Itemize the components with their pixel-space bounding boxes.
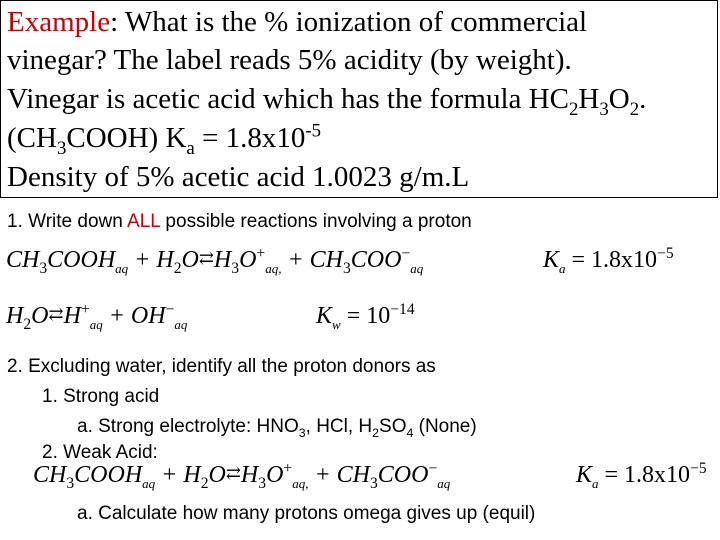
eq-sub: 3: [370, 474, 378, 492]
equation-ka: [543, 246, 674, 274]
step2-strong-electrolyte: [77, 416, 477, 438]
eq-o: O: [239, 247, 257, 273]
ka-exponent: −5: [690, 460, 707, 477]
eq-aq: aq: [437, 475, 451, 491]
electrolyte-end: (None): [413, 416, 477, 437]
equation-weak-acid: [33, 461, 450, 490]
eq-cooh: COOH: [74, 462, 143, 488]
eq-aq: aq: [89, 316, 103, 332]
formula-end: .: [639, 83, 647, 115]
eq-h: H: [240, 462, 259, 488]
example-box: [0, 0, 718, 198]
question-text-1: : What is the % ionization of commercial: [110, 6, 588, 38]
ch-text: (CH: [7, 122, 57, 154]
eq-aq: aq,: [292, 475, 309, 491]
electrolyte-text: a. Strong electrolyte: HNO: [77, 416, 299, 437]
ka-sub: a: [592, 475, 599, 491]
electrolyte-sub: 3: [298, 425, 306, 440]
example-line-1: [7, 6, 587, 38]
equation-ka-2: [576, 461, 707, 489]
eq-o: O: [181, 247, 199, 273]
kw-exponent: −14: [390, 301, 415, 318]
eq-coo: COO: [377, 462, 429, 488]
eq-h: H: [63, 303, 81, 329]
equilibrium-arrow-icon: ⇄: [225, 463, 241, 483]
eq-aq: aq: [174, 316, 188, 332]
equation-water: [6, 302, 187, 331]
ch-sub: 3: [56, 137, 67, 159]
electrolyte-so: SO: [379, 416, 407, 437]
ka-exponent: -5: [305, 120, 322, 142]
step2-heading: 2. Excluding water, identify all the proton donors as: [7, 356, 436, 377]
eq-o: O: [266, 462, 284, 488]
eq-sub: 2: [173, 259, 182, 277]
electrolyte-sub: 2: [372, 425, 380, 440]
example-line-2: vinegar? The label reads 5% acidity (by weight).: [7, 44, 572, 76]
eq-plus-ch: + CH: [281, 247, 343, 273]
eq-o: O: [31, 303, 49, 329]
ka-value: = 1.8x10: [565, 247, 658, 273]
formula-sub: 2: [568, 98, 579, 120]
ka-sub: a: [559, 260, 566, 276]
eq-charge: −: [428, 460, 438, 477]
step1-post: possible reactions involving a proton: [160, 211, 472, 232]
equilibrium-arrow-icon: ⇄: [198, 248, 214, 268]
formula-sub: 3: [599, 98, 609, 120]
ka-value: = 1.8x10: [598, 462, 691, 488]
cooh-text: COOH) K: [66, 122, 187, 154]
eq-sub: 3: [343, 259, 351, 277]
electrolyte-sub: 4: [406, 425, 414, 440]
eq-ch: CH: [6, 247, 40, 273]
eq-oh: + OH: [102, 303, 166, 329]
equation-kw: [316, 302, 415, 330]
eq-aq: aq: [410, 260, 424, 276]
eq-aq: aq,: [265, 260, 282, 276]
ka-k: K: [543, 247, 560, 273]
eq-h: H: [213, 247, 232, 273]
electrolyte-mid: , HCl, H: [305, 416, 373, 437]
formula-h: H: [578, 83, 600, 115]
eq-plus-h: + H: [155, 462, 201, 488]
ka-value: = 1.8x10: [194, 122, 306, 154]
eq-sub: 3: [231, 259, 240, 277]
eq-aq: aq: [142, 475, 156, 491]
equilibrium-arrow-icon: ⇄: [48, 304, 64, 324]
formula-o: O: [608, 83, 630, 115]
step2-weak-acid: 2. Weak Acid:: [42, 442, 158, 463]
eq-sub: 3: [258, 474, 267, 492]
kw-value: = 10: [340, 303, 391, 329]
eq-plus-h: + H: [128, 247, 174, 273]
eq-o: O: [208, 462, 226, 488]
step2-strong-acid: 1. Strong acid: [42, 386, 160, 407]
eq-sub: 2: [23, 315, 32, 333]
eq-charge: −: [165, 301, 175, 318]
eq-h: H: [6, 303, 24, 329]
step1-emph: ALL: [127, 211, 161, 232]
eq-plus-ch: + CH: [308, 462, 370, 488]
eq-ch: CH: [33, 462, 67, 488]
formula-text: Vinegar is acetic acid which has the formula HC: [7, 83, 569, 115]
eq-aq: aq: [115, 260, 129, 276]
step1-pre: 1. Write down: [7, 211, 128, 232]
step2-calculate: a. Calculate how many protons omega gives up (equil): [77, 503, 536, 524]
example-line-4: [7, 120, 322, 159]
ka-sub: a: [186, 137, 195, 159]
example-label: Example: [7, 6, 111, 38]
example-line-3: [7, 83, 647, 120]
eq-sub: 3: [66, 474, 75, 492]
step1-heading: [7, 211, 472, 233]
kw-sub: w: [332, 316, 341, 332]
eq-charge: −: [401, 245, 411, 262]
eq-coo: COO: [350, 247, 402, 273]
eq-cooh: COOH: [47, 247, 116, 273]
eq-sub: 2: [200, 474, 209, 492]
formula-sub: 2: [629, 98, 640, 120]
eq-charge: +: [283, 460, 293, 477]
equation-acetic-acid: [6, 246, 423, 275]
eq-charge: +: [256, 245, 266, 262]
kw-k: K: [316, 303, 333, 329]
ka-exponent: −5: [657, 245, 674, 262]
ka-k: K: [576, 462, 593, 488]
example-line-5: Density of 5% acetic acid 1.0023 g/m.L: [7, 161, 470, 193]
eq-charge: +: [80, 301, 90, 318]
eq-sub: 3: [39, 259, 48, 277]
